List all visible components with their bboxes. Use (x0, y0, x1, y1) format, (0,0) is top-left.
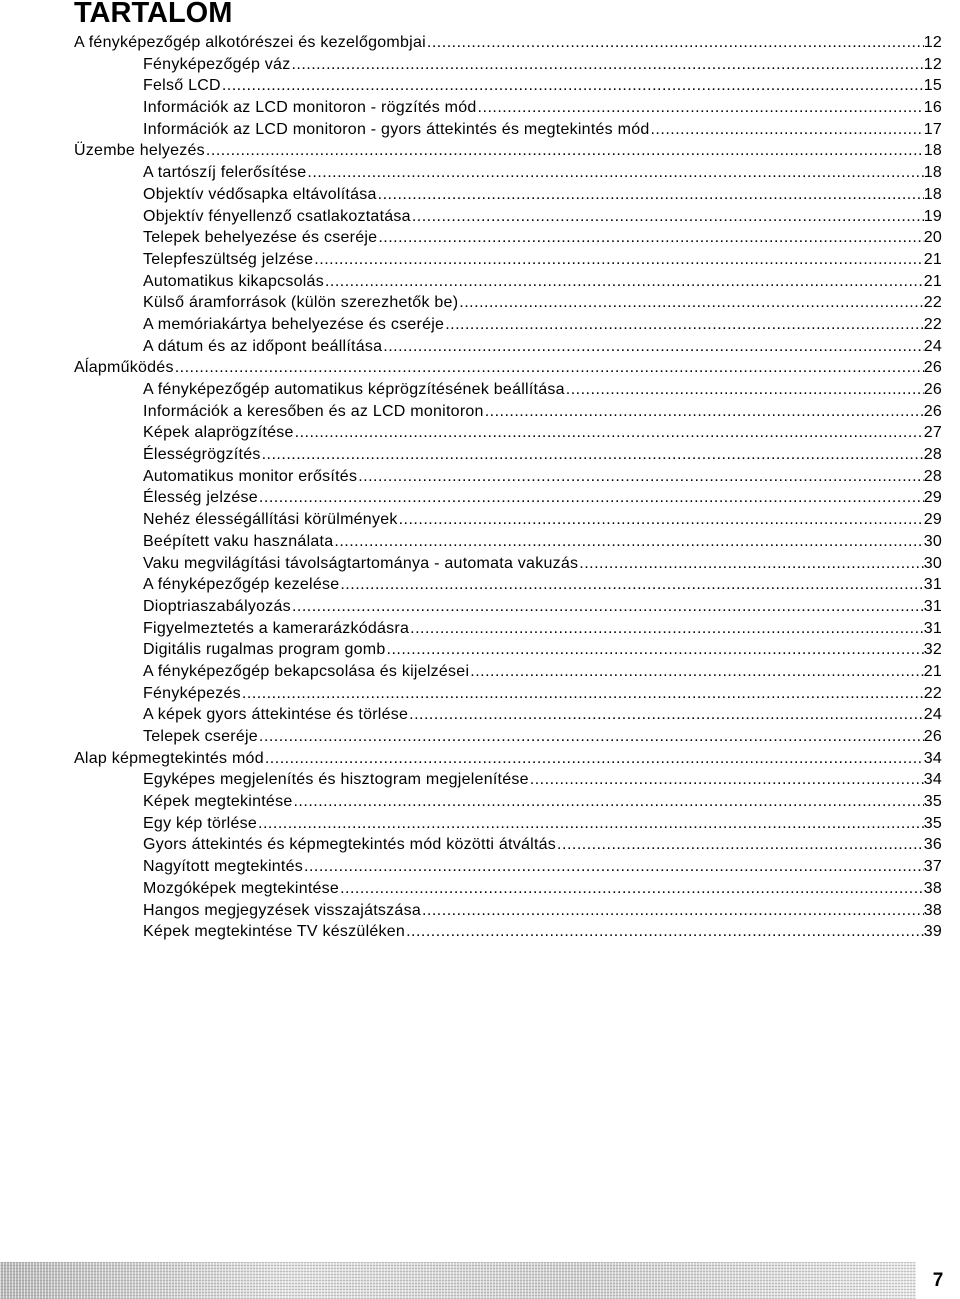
toc-subsection-entry (74, 900, 942, 922)
toc-subsection-entry (74, 379, 942, 401)
toc-dot-leader (422, 900, 924, 922)
toc-dot-leader (445, 314, 924, 336)
toc-entry-page-number: 22 (923, 315, 942, 333)
toc-dot-leader (222, 75, 924, 97)
toc-entry-page-number: 39 (923, 923, 942, 941)
toc-entry-label: Vaku megvilágítási távolságtartománya - automata vakuzás (143, 554, 579, 572)
toc-dot-leader (334, 531, 923, 553)
toc-entry-label: Élesség jelzése (143, 489, 258, 507)
toc-entry-page-number: 16 (923, 99, 942, 117)
toc-dot-leader (358, 466, 924, 488)
toc-entry-label: Képek megtekintése (143, 793, 293, 811)
toc-entry-label: Gyors áttekintés és képmegtekintés mód közötti átváltás (143, 836, 557, 854)
toc-entry-page-number: 26 (923, 381, 942, 398)
toc-entry-page-number: 18 (923, 185, 942, 203)
toc-section-entry (74, 748, 942, 770)
toc-entry-label: Képek alaprögzítése (143, 424, 294, 442)
toc-subsection-entry (74, 466, 942, 488)
toc-subsection-entry (74, 444, 942, 466)
toc-entry-page-number: 30 (923, 554, 942, 572)
toc-entry-page-number: 22 (923, 684, 942, 702)
toc-dot-leader (206, 140, 924, 162)
toc-dot-leader (293, 791, 923, 813)
toc-dot-leader (258, 813, 924, 835)
toc-subsection-entry (74, 683, 942, 705)
toc-dot-leader (387, 639, 924, 661)
toc-entry-label: Automatikus monitor erősítés (143, 467, 358, 485)
toc-subsection-entry (74, 531, 942, 553)
toc-subsection-entry (74, 336, 942, 358)
toc-subsection-entry (74, 75, 942, 97)
toc-entry-label: Külső áramforrások (külön szerezhetők be) (143, 294, 459, 312)
toc-entry-label: Információk az LCD monitoron - gyors áttekintés és megtekintés mód (143, 120, 650, 138)
toc-entry-page-number: 12 (923, 34, 942, 51)
toc-entry-label: A dátum és az időpont beállítása (143, 337, 383, 355)
toc-entry-label: Üzembe helyezés (74, 142, 205, 160)
toc-dot-leader (307, 162, 923, 184)
toc-entry-label: Telepfeszültség jelzése (143, 250, 314, 268)
toc-subsection-entry (74, 661, 942, 683)
toc-subsection-entry (74, 878, 942, 900)
toc-entry-label: Aĺapműködés (74, 359, 174, 377)
toc-dot-leader (262, 444, 924, 466)
toc-entry-page-number: 31 (923, 597, 942, 615)
toc-dot-leader (530, 769, 924, 791)
toc-subsection-entry (74, 487, 942, 509)
toc-entry-label: Figyelmeztetés a kamerarázkódásra (143, 619, 410, 637)
toc-dot-leader (485, 401, 924, 423)
toc-dot-leader (579, 553, 924, 575)
toc-entry-page-number: 29 (923, 511, 942, 529)
toc-subsection-entry (74, 184, 942, 206)
toc-dot-leader (478, 97, 924, 119)
toc-entry-page-number: 31 (923, 619, 942, 637)
toc-entry-label: A memóriakártya behelyezése és cseréje (143, 315, 445, 333)
toc-dot-leader (378, 184, 924, 206)
toc-entry-page-number: 34 (923, 771, 942, 789)
toc-entry-page-number: 15 (923, 77, 942, 95)
toc-entry-page-number: 26 (923, 728, 942, 745)
toc-entry-label: Beépített vaku használata (143, 532, 334, 550)
toc-entry-page-number: 22 (923, 294, 942, 312)
toc-dot-leader (291, 54, 923, 76)
toc-entry-page-number: 35 (923, 814, 942, 832)
toc-subsection-entry (74, 509, 942, 531)
toc-entry-page-number: 28 (923, 467, 942, 485)
toc-dot-leader (259, 487, 924, 509)
toc-entry-page-number: 27 (923, 424, 942, 442)
toc-entry-label: Alap képmegtekintés mód (74, 749, 264, 767)
toc-subsection-entry (74, 401, 942, 423)
toc-entry-page-number: 34 (923, 749, 942, 767)
toc-subsection-entry (74, 271, 942, 293)
toc-entry-page-number: 26 (923, 359, 942, 377)
toc-entry-label: Információk a keresőben és az LCD monitoron (143, 402, 484, 420)
toc-entry-label: Fényképezés (143, 684, 241, 702)
toc-dot-leader (399, 509, 924, 531)
toc-entry-label: Objektív fényellenző csatlakoztatása (143, 207, 411, 225)
toc-entry-page-number: 36 (923, 836, 942, 854)
toc-dot-leader (470, 661, 924, 683)
toc-subsection-entry (74, 54, 942, 76)
toc-dot-leader (566, 379, 924, 401)
toc-subsection-entry (74, 574, 942, 596)
toc-subsection-entry (74, 791, 942, 813)
toc-entry-label: Telepek behelyezése és cseréje (143, 229, 378, 247)
toc-entry-label: Információk az LCD monitoron - rögzítés mód (143, 99, 477, 117)
toc-dot-leader (378, 227, 923, 249)
toc-entry-label: A képek gyors áttekintése és törlése (143, 706, 409, 724)
toc-dot-leader (325, 271, 924, 293)
toc-subsection-entry (74, 227, 942, 249)
toc-entry-label: Dioptriaszabályozás (143, 597, 291, 615)
page-number: 7 (916, 1262, 960, 1299)
toc-entry-page-number: 37 (923, 858, 942, 876)
toc-subsection-entry (74, 162, 942, 184)
toc-entry-page-number: 29 (923, 489, 942, 507)
toc-subsection-entry (74, 97, 942, 119)
toc-dot-leader (557, 834, 924, 856)
toc-entry-page-number: 21 (923, 662, 942, 680)
toc-entry-page-number: 32 (923, 641, 942, 659)
toc-dot-leader (295, 422, 924, 444)
toc-entry-label: Telepek cseréje (143, 728, 258, 745)
toc-entry-label: Nagyított megtekintés (143, 858, 303, 876)
toc-entry-label: Automatikus kikapcsolás (143, 272, 324, 290)
toc-dot-leader (340, 574, 923, 596)
toc-entry-page-number: 28 (923, 446, 942, 464)
toc-section-entry (74, 32, 942, 54)
toc-entry-label: A fényképezőgép kezelése (143, 576, 340, 594)
toc-entry-page-number: 12 (923, 55, 942, 73)
toc-entry-label: A fényképezőgép bekapcsolása és kijelzései (143, 662, 470, 680)
toc-entry-label: A fényképezőgép alkotórészei és kezelőgombjai (74, 34, 426, 51)
toc-entry-label: Fényképezőgép váz (143, 55, 291, 73)
toc-entry-page-number: 30 (923, 532, 942, 550)
toc-subsection-entry (74, 249, 942, 271)
toc-dot-leader (314, 249, 924, 271)
toc-dot-leader (383, 336, 924, 358)
toc-entry-label: Objektív védősapka eltávolítása (143, 185, 377, 203)
toc-subsection-entry (74, 292, 942, 314)
toc-dot-leader (650, 119, 923, 141)
toc-entry-label: Egy kép törlése (143, 814, 258, 832)
toc-dot-leader (427, 32, 924, 54)
toc-entry-page-number: 20 (923, 229, 942, 247)
toc-dot-leader (259, 726, 924, 748)
toc-subsection-entry (74, 726, 942, 748)
toc-entry-label: Mozgóképek megtekintése (143, 879, 340, 897)
toc-subsection-entry (74, 596, 942, 618)
toc-dot-leader (459, 292, 924, 314)
toc-entry-label: Hangos megjegyzések visszajátszása (143, 901, 421, 919)
toc-dot-leader (242, 683, 924, 705)
toc-dot-leader (304, 856, 924, 878)
toc-section-entry (74, 140, 942, 162)
toc-section-entry (74, 357, 942, 379)
toc-entry-page-number: 38 (923, 879, 942, 897)
footer-decorative-band (0, 1262, 960, 1299)
toc-entry-page-number: 24 (923, 706, 942, 724)
toc-entry-page-number: 35 (923, 793, 942, 811)
toc-subsection-entry (74, 119, 942, 141)
toc-dot-leader (340, 878, 924, 900)
toc-subsection-entry (74, 704, 942, 726)
toc-entry-label: Digitális rugalmas program gomb (143, 641, 386, 659)
toc-dot-leader (175, 357, 924, 379)
toc-subsection-entry (74, 639, 942, 661)
toc-entry-page-number: 21 (923, 272, 942, 290)
toc-dot-leader (410, 618, 924, 640)
toc-entry-label: Felső LCD (143, 77, 221, 95)
table-of-contents (74, 32, 942, 943)
toc-dot-leader (265, 748, 924, 770)
toc-subsection-entry (74, 921, 942, 943)
toc-subsection-entry (74, 856, 942, 878)
toc-subsection-entry (74, 553, 942, 575)
toc-entry-page-number: 31 (923, 576, 942, 594)
toc-subsection-entry (74, 314, 942, 336)
toc-entry-page-number: 19 (923, 207, 942, 225)
toc-subsection-entry (74, 618, 942, 640)
toc-entry-page-number: 21 (923, 250, 942, 268)
toc-entry-label: Képek megtekintése TV készüléken (143, 923, 406, 941)
page-title: TARTALOM (74, 0, 233, 29)
toc-entry-label: A tartószíj felerősítése (143, 164, 307, 182)
toc-entry-page-number: 38 (923, 901, 942, 919)
toc-dot-leader (412, 206, 924, 228)
toc-entry-label: Élességrögzítés (143, 446, 261, 464)
toc-subsection-entry (74, 813, 942, 835)
toc-entry-page-number: 17 (923, 120, 942, 138)
toc-subsection-entry (74, 834, 942, 856)
toc-entry-page-number: 18 (923, 142, 942, 160)
toc-entry-page-number: 18 (923, 164, 942, 182)
toc-subsection-entry (74, 769, 942, 791)
toc-subsection-entry (74, 422, 942, 444)
toc-subsection-entry (74, 206, 942, 228)
toc-dot-leader (409, 704, 924, 726)
toc-entry-page-number: 26 (923, 402, 942, 420)
toc-entry-label: A fényképezőgép automatikus képrögzítésének beállítása (143, 381, 565, 398)
toc-dot-leader (292, 596, 924, 618)
toc-entry-page-number: 24 (923, 337, 942, 355)
toc-entry-label: Egyképes megjelenítés és hisztogram megjelenítése (143, 771, 529, 789)
toc-entry-label: Nehéz élességállítási körülmények (143, 511, 398, 529)
toc-dot-leader (406, 921, 924, 943)
